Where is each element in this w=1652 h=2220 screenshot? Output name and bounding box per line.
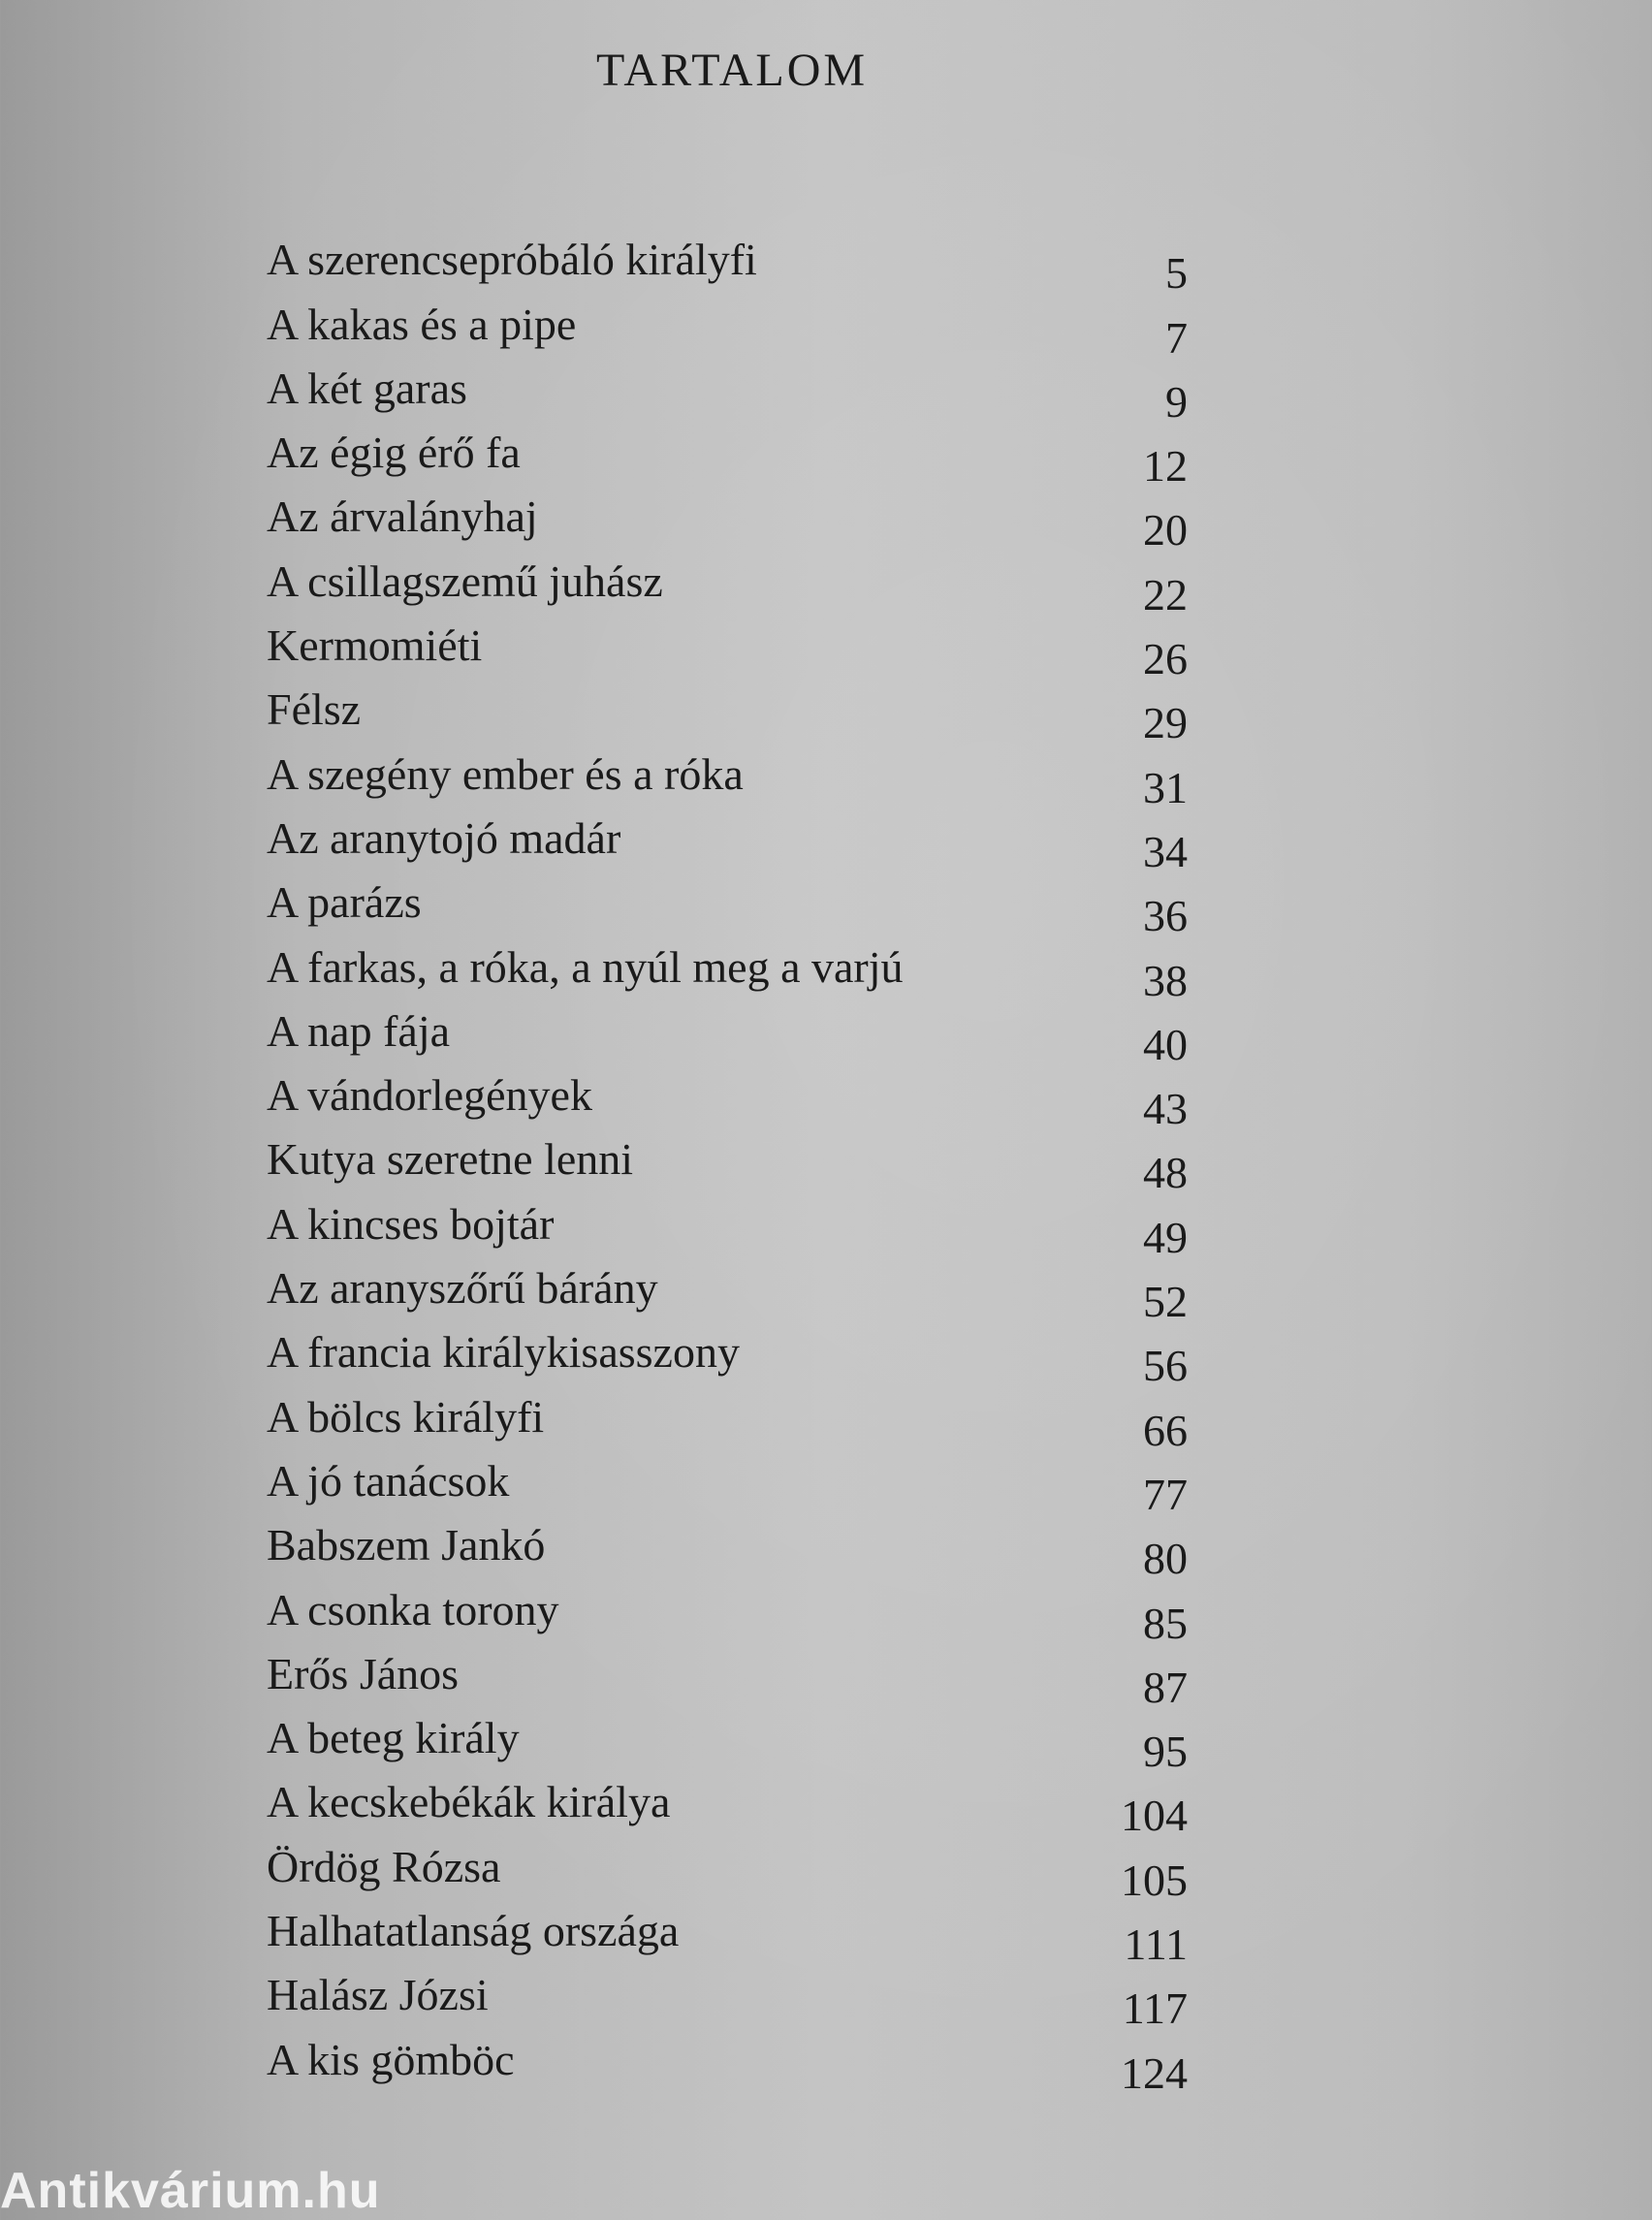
toc-entry-page: 104	[1121, 1791, 1188, 1841]
toc-entry-page: 49	[1143, 1212, 1188, 1262]
toc-entry	[267, 993, 1188, 1069]
toc-entry	[267, 414, 1188, 492]
toc-entry-page: 26	[1143, 634, 1188, 684]
toc-entry-title: Kutya szeretne lenni	[267, 1134, 634, 1185]
toc-entry-title: A szegény ember és a róka	[267, 748, 744, 799]
toc-entry-title: A jó tanácsok	[267, 1455, 510, 1506]
toc-entry-page: 20	[1143, 505, 1188, 555]
toc-entry	[267, 1057, 1188, 1134]
toc-entry-title: Az árvalányhaj	[267, 492, 538, 542]
toc-entry	[267, 735, 1188, 812]
toc-entry-page: 66	[1143, 1405, 1188, 1455]
page-title: TARTALOM	[595, 45, 869, 96]
toc-entry	[267, 1121, 1188, 1198]
toc-entry	[267, 1570, 1188, 1648]
toc-entry	[267, 1185, 1188, 1262]
toc-entry-title: Halász Józsi	[267, 1970, 489, 2020]
watermark: Antikvárium.hu	[0, 2163, 381, 2219]
toc-entry-page: 7	[1165, 312, 1188, 363]
toc-entry-title: A kincses bojtár	[267, 1198, 555, 1249]
toc-entry-page: 48	[1143, 1148, 1188, 1198]
toc-entry	[267, 2020, 1188, 2098]
toc-entry-page: 29	[1143, 698, 1188, 748]
toc-entry	[267, 285, 1188, 363]
toc-entry-page: 87	[1143, 1662, 1188, 1712]
toc-entry-page: 34	[1143, 826, 1188, 876]
toc-entry-title: Kermomiéti	[267, 620, 483, 671]
toc-entry-title: A kis gömböc	[267, 2034, 515, 2084]
toc-entry-title: A francia királykisasszony	[267, 1327, 740, 1378]
toc-entry	[267, 1378, 1188, 1455]
toc-entry-title: Babszem Jankó	[267, 1520, 546, 1570]
toc-entry	[267, 928, 1188, 1005]
toc-entry	[267, 671, 1188, 748]
toc-entry-title: Ördög Rózsa	[267, 1841, 501, 1891]
toc-entry	[267, 1956, 1188, 2034]
toc-entry	[267, 1763, 1188, 1841]
toc-entry-title: A szerencsepróbáló királyfi	[267, 235, 757, 285]
toc-entry-page: 95	[1143, 1727, 1188, 1777]
toc-entry-page: 43	[1143, 1084, 1188, 1134]
toc-entry-title: Erős János	[267, 1648, 460, 1698]
toc-entry	[267, 1635, 1188, 1712]
toc-entry-title: A bölcs királyfi	[267, 1391, 545, 1442]
toc-entry-page: 85	[1143, 1598, 1188, 1648]
toc-entry-title: Az aranytojó madár	[267, 812, 621, 863]
toc-entry-page: 52	[1143, 1277, 1188, 1327]
toc-entry	[267, 1827, 1188, 1905]
toc-entry	[267, 1314, 1188, 1391]
toc-entry-title: A csillagszemű juhász	[267, 555, 663, 606]
toc-entry-page: 38	[1143, 955, 1188, 1005]
toc-entry-page: 5	[1165, 248, 1188, 299]
toc-entry	[267, 800, 1188, 876]
toc-entry-title: A csonka torony	[267, 1584, 559, 1634]
toc-entry-title: A vándorlegények	[267, 1070, 592, 1121]
toc-entry-title: A farkas, a róka, a nyúl meg a varjú	[267, 941, 904, 992]
toc-entry	[267, 1506, 1188, 1584]
toc-entry	[267, 478, 1188, 555]
toc-entry-page: 9	[1165, 376, 1188, 427]
toc-entry-title: Az égig érő fa	[267, 428, 521, 478]
toc-entry-title: Félsz	[267, 684, 362, 735]
toc-entry	[267, 1699, 1188, 1777]
toc-entry	[267, 864, 1188, 941]
toc-entry	[267, 221, 1188, 299]
toc-entry-title: A kakas és a pipe	[267, 299, 577, 349]
toc-entry	[267, 1250, 1188, 1327]
toc-entry-page: 31	[1143, 762, 1188, 812]
toc-entry-page: 12	[1143, 441, 1188, 492]
toc-entry	[267, 607, 1188, 684]
toc-entry-page: 80	[1143, 1534, 1188, 1584]
toc-entry	[267, 350, 1188, 427]
toc-entry-page: 117	[1122, 1983, 1188, 2034]
toc-entry-page: 77	[1143, 1469, 1188, 1519]
toc-entry-page: 124	[1121, 2047, 1188, 2098]
toc-entry-title: A parázs	[267, 877, 422, 928]
toc-entry-page: 56	[1143, 1341, 1188, 1391]
toc-entry	[267, 1892, 1188, 1970]
toc-entry-page: 36	[1143, 891, 1188, 941]
toc-entry-title: A kecskebékák királya	[267, 1777, 671, 1827]
toc-entry-page: 111	[1124, 1919, 1188, 1970]
toc-entry-page: 22	[1143, 569, 1188, 619]
toc-entry-title: A nap fája	[267, 1005, 451, 1056]
toc-entry	[267, 1443, 1188, 1519]
toc-entry-page: 40	[1143, 1019, 1188, 1069]
toc-entry-title: Halhatatlanság országa	[267, 1906, 680, 1956]
toc-entry-page: 105	[1121, 1855, 1188, 1905]
toc-entry-title: A két garas	[267, 363, 467, 413]
table-of-contents	[267, 221, 1188, 2098]
toc-entry	[267, 542, 1188, 619]
toc-entry-title: A beteg király	[267, 1713, 520, 1763]
toc-entry-title: Az aranyszőrű bárány	[267, 1263, 658, 1314]
